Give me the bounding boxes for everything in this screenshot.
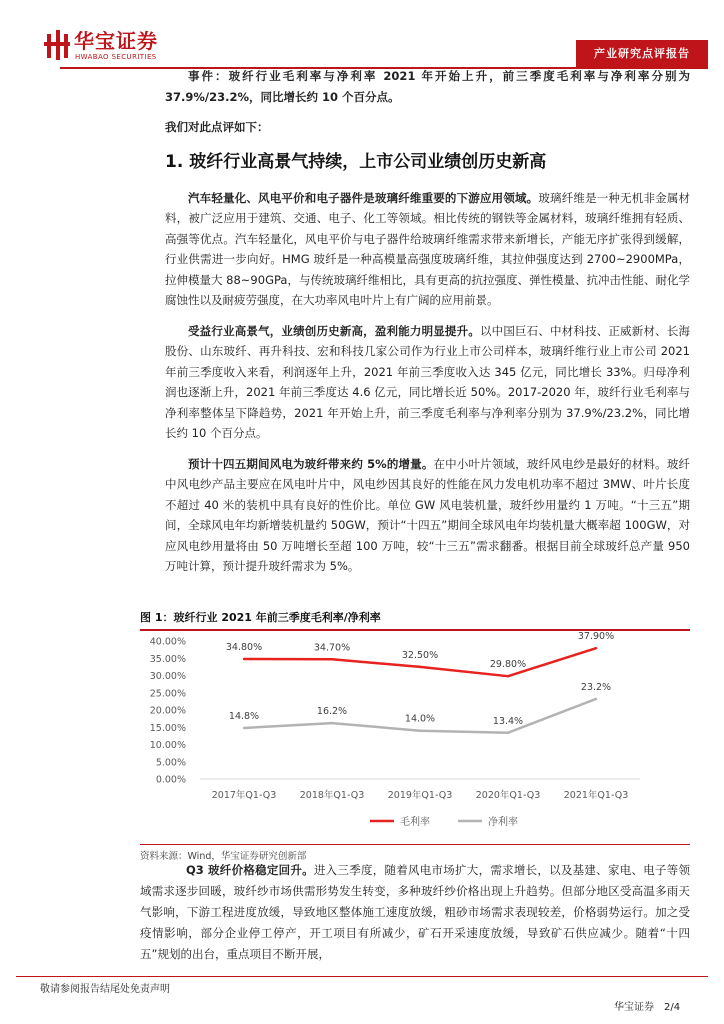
y-tick-label: 10.00% xyxy=(149,740,186,751)
legend-label: 净利率 xyxy=(488,817,518,828)
y-tick-label: 25.00% xyxy=(149,688,186,700)
page-footer xyxy=(0,976,724,1024)
data-label: 16.2% xyxy=(316,706,348,718)
data-point xyxy=(595,698,597,700)
logo-mark-icon xyxy=(44,30,70,60)
figure-source: 资料来源：Wind，华宝证券研究创新部 xyxy=(140,851,307,862)
q3-paragraph xyxy=(140,860,690,965)
data-label: 13.4% xyxy=(492,715,524,727)
figure-1 xyxy=(140,609,690,865)
data-point xyxy=(507,675,509,677)
data-label: 34.70% xyxy=(313,642,351,654)
footer-right xyxy=(604,998,680,1013)
data-label: 32.50% xyxy=(401,649,439,661)
y-tick-label: 35.00% xyxy=(149,653,186,665)
y-tick-label: 30.00% xyxy=(149,671,186,682)
report-type-tag: 产业研究点评报告 xyxy=(576,40,708,68)
event-paragraph xyxy=(165,66,690,107)
paragraph-text: 玻璃纤维是一种无机非金属材料，被广泛应用于建筑、交通、电子、化工等领域。相比传统的钢铁等金属材料，玻璃纤维拥有轻质、高强等优点。汽车轻量化，风电平价与电子器件给玻璃纤维需求带来新增长，产能无序扩张得到缓解，行业供需进一步向好。HMG 玻纤是一种高模量高强度玻璃纤维，其拉伸强度达到 2700~2900MPa，拉伸模量大 88~90GPa，与传统玻璃纤维相比，具有更高的抗拉强度、弹性模量、抗冲击性能、耐化学腐蚀性以及耐疲劳强度，在大功率风电叶片上有广阔的应用前景。 xyxy=(165,190,691,307)
paragraph-text: 在中小叶片领域，玻纤风电纱是最好的材料。玻纤中风电纱产品主要应在风电叶片中，风电纱因其良好的性能在风力发电机功率不超过 3MW、叶片长度不超过 40 米的装机中具有良好的性价比。单位 GW 风电装机量，玻纤纱用量约 1 万吨。“十三五”期间，全球风电年均新增装机量约 50GW，预计“十四五”期间全球风电年均装机量大概率超 100GW，对应风电纱用量将由 50 万吨增长至超 100 万吨，较“十三五”需求翻番。根据目前全球玻纤总产量 950 万吨计算，预计提升玻纤需求为 5%。 xyxy=(165,456,690,573)
paragraph-text: 以中国巨石、中材科技、正威新材、长海股份、山东玻纤、再升科技、宏和科技几家公司作为行业上市公司样本，玻璃纤维行业上市公司 2021 年前三季度收入来看，利润逐年上升，2021 年前三季度收入达 345 亿元，同比增长 33%。归母净利润也逐渐上升，2021 年前三季度达 4.6 亿元，同比增长近 50%。2017-2020 年，玻纤行业毛利率与净利率整体呈下降趋势，2021 年开始上升，前三季度毛利率与净利率分别为 37.9%/23.2%，同比增长约 10 个百分点。 xyxy=(165,323,691,440)
data-label: 14.0% xyxy=(404,713,436,725)
comment-intro: 我们对此点评如下： xyxy=(165,120,269,134)
data-point xyxy=(595,647,597,649)
x-tick-label: 2021年Q1-Q3 xyxy=(563,790,629,801)
data-point xyxy=(243,727,245,729)
paragraph-lead: 预计十四五期间风电为玻纤带来约 5%的增量。 xyxy=(188,456,434,471)
data-point xyxy=(419,666,421,668)
section-title: 1. 玻纤行业高景气持续，上市公司业绩创历史新高 xyxy=(165,151,547,172)
data-label: 37.90% xyxy=(577,631,615,643)
y-tick-label: 15.00% xyxy=(149,722,186,734)
data-point xyxy=(419,730,421,732)
q3-section xyxy=(140,860,690,965)
data-point xyxy=(331,722,333,724)
y-tick-label: 40.00% xyxy=(149,636,186,648)
figure-bottom-rule xyxy=(140,844,690,845)
company-logo xyxy=(44,30,174,64)
x-tick-label: 2018年Q1-Q3 xyxy=(299,790,365,801)
x-tick-label: 2017年Q1-Q3 xyxy=(211,790,277,801)
y-tick-label: 0.00% xyxy=(155,774,186,786)
legend-label: 毛利率 xyxy=(400,817,430,828)
paragraph-lead: 受益行业高景气，业绩创历史新高，盈利能力明显提升。 xyxy=(188,323,480,338)
q3-lead: Q3 玻纤价格稳定回升。 xyxy=(186,863,314,877)
footer-disclaimer: 敬请参阅报告结尾处免责声明 xyxy=(40,984,170,995)
data-point xyxy=(331,658,333,660)
data-label: 34.80% xyxy=(225,641,263,653)
page-number: 2/4 xyxy=(664,1002,681,1013)
event-text: 玻纤行业毛利率与净利率 2021 年开始上升，前三季度毛利率与净利率分别为 37.9%/23.2%，同比增长约 10 个百分点。 xyxy=(165,69,691,104)
event-label: 事件： xyxy=(188,69,229,83)
data-label: 29.80% xyxy=(489,659,527,671)
figure-title: 图 1：玻纤行业 2021 年前三季度毛利率/净利率 xyxy=(140,611,381,624)
paragraph-wind-power xyxy=(165,454,690,577)
data-label: 23.2% xyxy=(580,681,612,693)
logo-name-en: HWABAO SECURITIES xyxy=(75,53,157,61)
q3-text: 进入三季度，随着风电市场扩大，需求增长，以及基建、家电、电子等领域需求逐步回暖，玻纤纱市场供需形势发生转变，多种玻纤纱价格出现上升趋势。但部分地区受高温多雨天气影响，下游工程进度放缓，导致地区整体施工速度放缓，粗砂市场需求表现较差，价格弱势运行。加之受疫情影响，部分企业停工停产，开工项目有所减少，矿石开采速度放缓，导致矿石供应减少。随着“十四五”规划的出台，重点项目不断开展， xyxy=(140,863,691,961)
y-tick-label: 20.00% xyxy=(149,705,186,717)
page-header xyxy=(0,0,724,68)
x-tick-label: 2020年Q1-Q3 xyxy=(475,790,541,801)
paragraph-downstream xyxy=(165,188,690,311)
chart-canvas xyxy=(140,631,690,844)
x-tick-label: 2019年Q1-Q3 xyxy=(387,790,453,801)
footer-company: 华宝证券 xyxy=(614,1002,654,1013)
data-point xyxy=(243,658,245,660)
logo-name-cn: 华宝证券 xyxy=(74,29,158,53)
paragraph-performance xyxy=(165,321,690,444)
report-body xyxy=(165,66,690,587)
data-label: 14.8% xyxy=(228,710,260,722)
paragraph-lead: 汽车轻量化、风电平价和电子器件是玻璃纤维重要的下游应用领域。 xyxy=(188,190,539,205)
data-point xyxy=(507,732,509,734)
margin-line-chart xyxy=(140,631,690,844)
y-tick-label: 5.00% xyxy=(155,757,186,769)
footer-divider xyxy=(16,976,708,977)
